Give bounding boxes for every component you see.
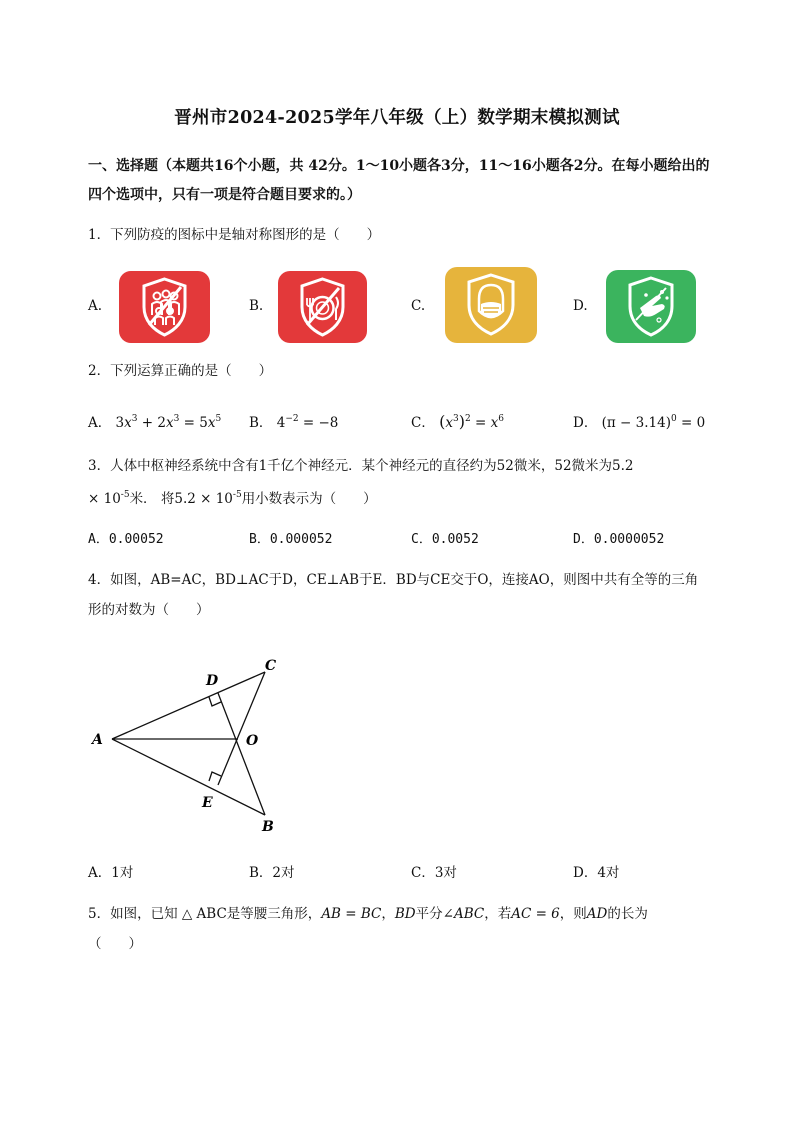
no-dining-shield-icon[interactable]	[278, 271, 367, 343]
q2-option-d-formula: $(\pi - 3.14)^0 = 0$	[601, 414, 706, 431]
q3-option-c: C．0.0052	[411, 532, 479, 547]
right-angle-e	[209, 772, 221, 781]
question-4-line-1: 4．如图，AB=AC，BD⊥AC于D，CE⊥AB于E．BD与CE交于O，连接AO，则图中共有全等的三角	[88, 572, 699, 588]
q4-option-b: B．2对	[249, 865, 295, 881]
q2-option-a-formula: $3x^3 + 2x^3 = 5x^5$	[115, 414, 222, 431]
question-2-stem: 2．下列运算正确的是（ ）	[88, 363, 273, 379]
q2-option-b: B． $4^{-2} = -8$	[249, 414, 339, 431]
vertex-c-label: C	[265, 658, 277, 674]
q2-option-c: C． $(x^3)^2 = x^6$	[411, 412, 504, 431]
question-5-line-1: 5．如图，已知 △ ABC是等腰三角形，AB = BC，BD平分∠ABC，若AC = 6，则AD的长为	[88, 906, 648, 922]
question-5-line-2: （ ）	[88, 936, 142, 952]
q3-option-b: B．0.000052	[249, 532, 333, 547]
q3-option-a: A．0.00052	[88, 532, 164, 547]
q2-option-b-formula: $4^{-2} = -8$	[276, 414, 339, 431]
q1-option-d-label: D.	[573, 298, 588, 314]
triangle-figure	[88, 650, 298, 840]
question-3-line-1: 3．人体中枢神经系统中含有1千亿个神经元．某个神经元的直径约为52微米，52微米为5.2	[88, 458, 634, 474]
question-3-line-2: × $10^{-5}$米． 将$5.2 \times 10^{-5}$用小数表示为（ ）	[88, 490, 377, 507]
q1-option-a-label: A.	[88, 298, 103, 314]
q1-option-c-label: C.	[411, 298, 426, 314]
q2-option-d: D． $(\pi - 3.14)^0 = 0$	[573, 414, 706, 431]
vertex-d-label: D	[206, 673, 219, 689]
q3-option-d: D．0.0000052	[573, 532, 665, 547]
hand-wash-shield-icon[interactable]	[606, 270, 696, 343]
q2-option-a: A． $3x^3 + 2x^3 = 5x^5$	[88, 414, 222, 431]
vertex-o-label: O	[246, 733, 259, 749]
vertex-e-label: E	[202, 795, 213, 811]
right-angle-d	[209, 697, 221, 706]
page-title: 晋州市2024-2025学年八年级（上）数学期末模拟测试	[174, 108, 620, 128]
segment-ac	[112, 672, 265, 739]
q4-option-d: D．4对	[573, 865, 620, 881]
q1-option-b-label: B.	[249, 298, 264, 314]
section-heading: 一、选择题（本题共16个小题，共 42分。1～10小题各3分，11～16小题各2分。在每小题给出的四个选项中，只有一项是符合题目要求的。）	[88, 158, 710, 203]
q2-option-c-formula: $(x^3)^2 = x^6$	[439, 412, 504, 431]
no-gathering-shield-icon[interactable]	[119, 271, 210, 343]
question-4-line-2: 形的对数为（ ）	[88, 602, 210, 618]
vertex-b-label: B	[262, 819, 274, 835]
vertex-a-label: A	[92, 732, 103, 748]
question-1-stem: 1．下列防疫的图标中是轴对称图形的是（ ）	[88, 227, 381, 243]
mask-shield-icon[interactable]	[445, 267, 537, 343]
segment-bd	[218, 693, 265, 815]
q4-option-a: A．1对	[88, 865, 134, 881]
q4-option-c: C．3对	[411, 865, 457, 881]
segment-ab	[112, 739, 265, 815]
